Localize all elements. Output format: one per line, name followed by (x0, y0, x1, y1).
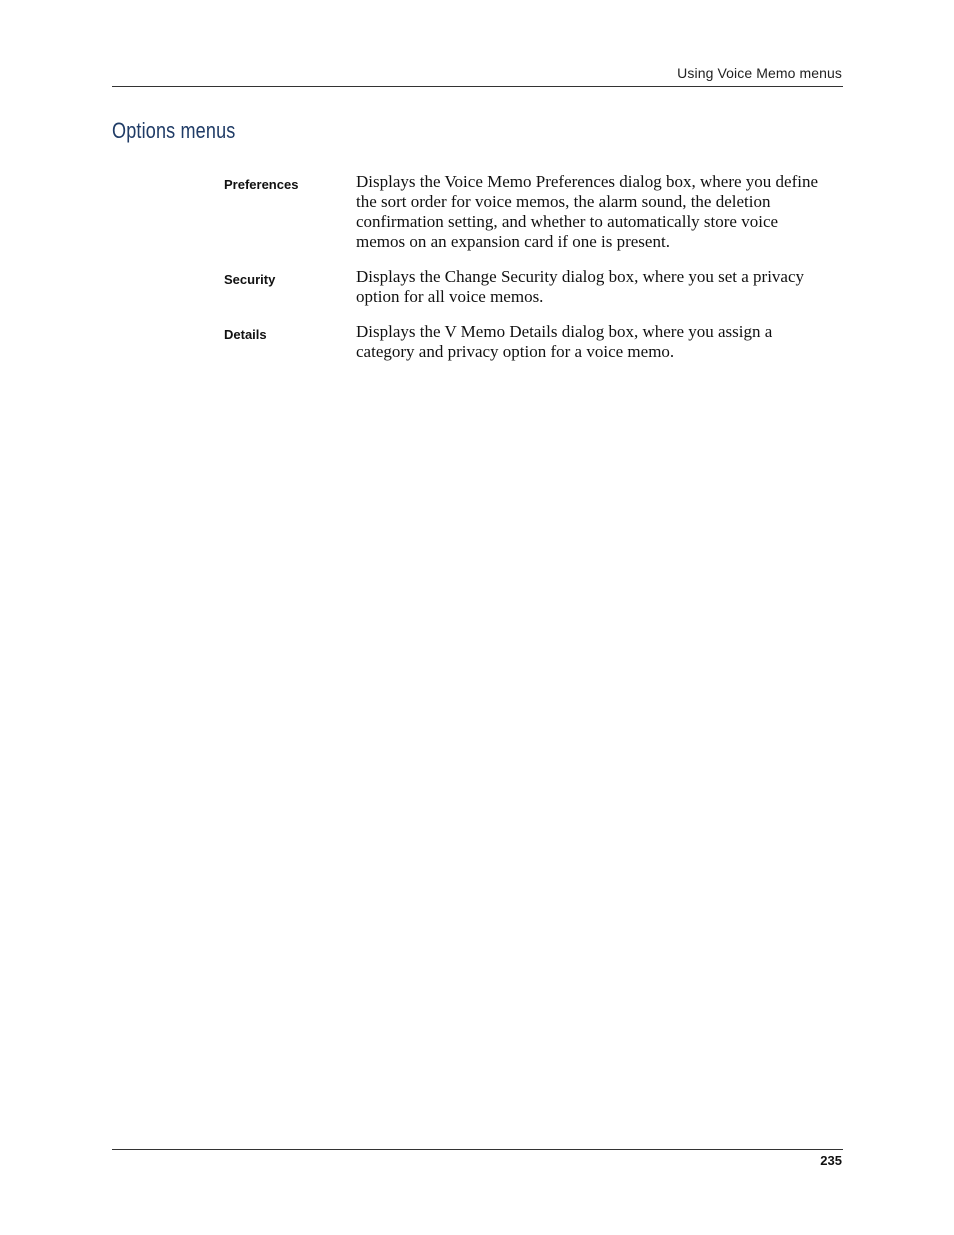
header-rule (112, 86, 843, 87)
term-preferences: Preferences (224, 177, 299, 192)
page-number: 235 (820, 1153, 842, 1168)
description-details: Displays the V Memo Details dialog box, where you assign a category and privacy option for a voice memo. (356, 322, 773, 361)
section-title: Options menus (112, 118, 236, 143)
running-header: Using Voice Memo menus (677, 65, 842, 81)
footer-rule (112, 1149, 843, 1150)
definition-list (224, 172, 844, 377)
description-security: Displays the Change Security dialog box, where you set a privacy option for all voice memos. (356, 267, 805, 306)
term-details: Details (224, 327, 267, 342)
definition-details (224, 322, 844, 362)
description-preferences: Displays the Voice Memo Preferences dialog box, where you define the sort order for voice memos, the alarm sound, the deletion confirmation setting, and whether to automatically store voice memos on an expansion card if one is present. (356, 172, 819, 251)
term-security: Security (224, 272, 276, 287)
definition-preferences (224, 172, 844, 252)
definition-security (224, 267, 844, 307)
